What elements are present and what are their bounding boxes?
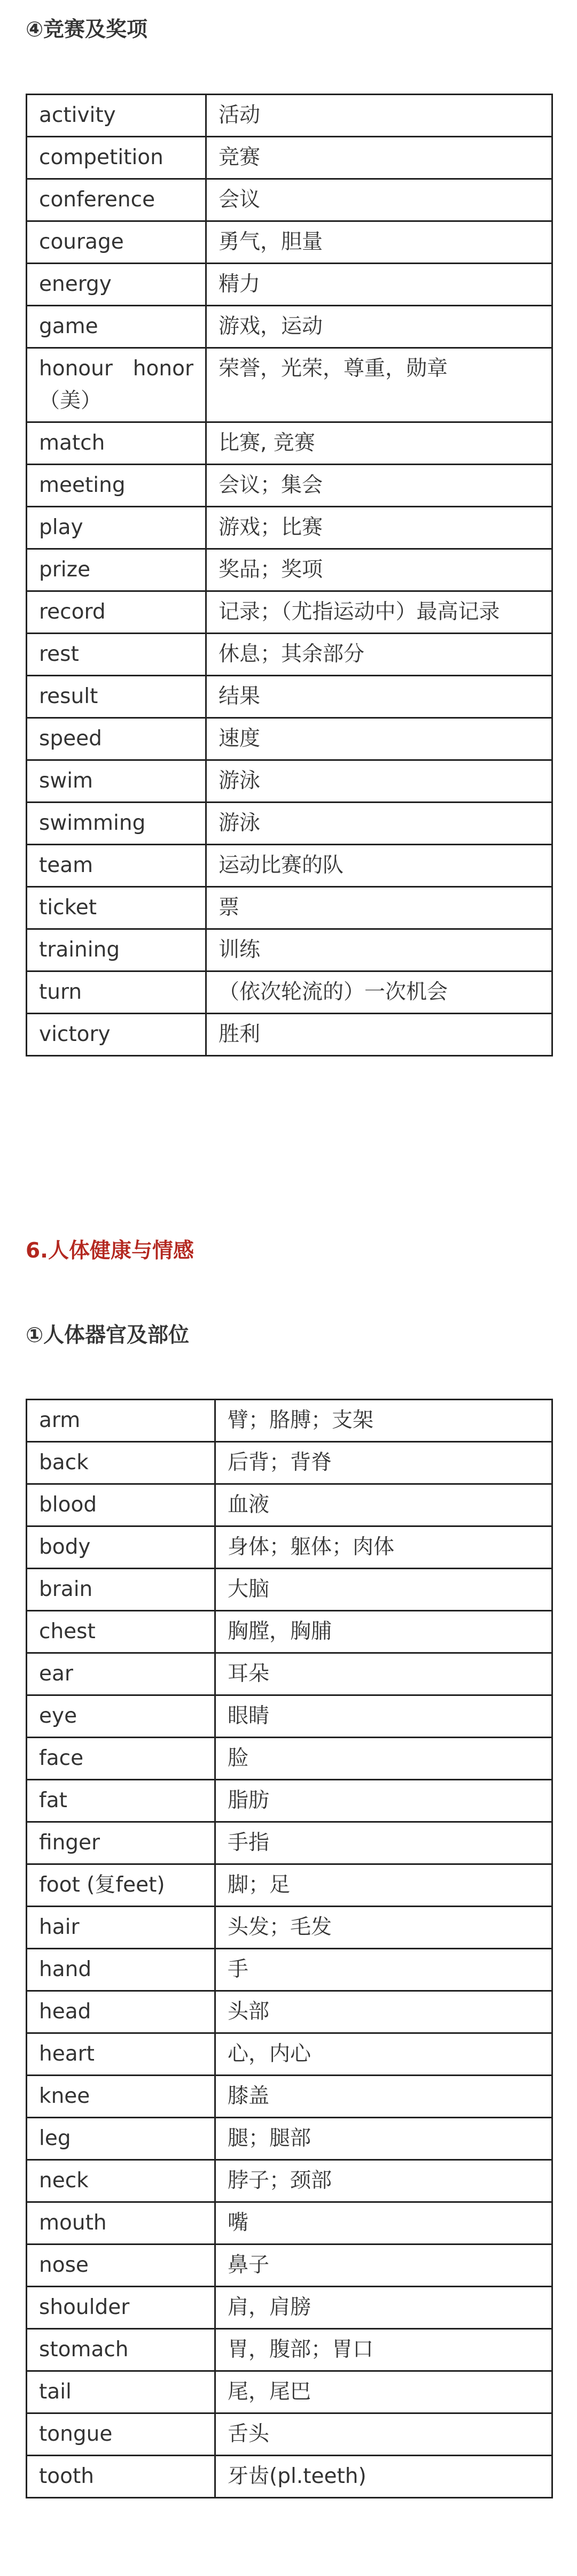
section-heading-competition: ④竞赛及奖项 xyxy=(26,18,148,42)
chinese-meaning-cell: 脸 xyxy=(215,1738,552,1780)
english-word-cell: competition xyxy=(27,137,206,179)
chinese-meaning-cell: 耳朵 xyxy=(215,1653,552,1695)
english-word-cell: play xyxy=(27,507,206,549)
english-word-cell: brain xyxy=(27,1569,215,1611)
section-heading-health: 6.人体健康与情感 xyxy=(26,1239,194,1263)
vocabulary-table-body-parts xyxy=(26,1399,553,2498)
table-row xyxy=(27,1526,552,1569)
chinese-meaning-cell: 会议；集会 xyxy=(206,465,552,507)
chinese-meaning-cell: 精力 xyxy=(206,264,552,306)
chinese-meaning-cell: 游泳 xyxy=(206,803,552,845)
table-row xyxy=(27,1864,552,1907)
table-row xyxy=(27,2160,552,2202)
chinese-meaning-cell: 膝盖 xyxy=(215,2076,552,2118)
table-row xyxy=(27,1695,552,1738)
english-word-cell: courage xyxy=(27,221,206,264)
table-row xyxy=(27,2118,552,2160)
chinese-meaning-cell: 运动比赛的队 xyxy=(206,845,552,887)
chinese-meaning-cell: 荣誉，光荣，尊重，勋章 xyxy=(206,348,552,422)
table-row xyxy=(27,2033,552,2076)
english-word-cell: meeting xyxy=(27,465,206,507)
english-word-cell: honour honor（美） xyxy=(27,348,206,422)
chinese-meaning-cell: 肩，肩膀 xyxy=(215,2287,552,2329)
table-row xyxy=(27,718,552,760)
english-word-cell: tongue xyxy=(27,2413,215,2456)
chinese-meaning-cell: 舌头 xyxy=(215,2413,552,2456)
english-word-cell: activity xyxy=(27,95,206,137)
table-row xyxy=(27,2456,552,2498)
english-word-cell: fat xyxy=(27,1780,215,1822)
table-row xyxy=(27,264,552,306)
chinese-meaning-cell: 记录；（尤指运动中）最高记录 xyxy=(206,591,552,634)
chinese-meaning-cell: 腿；腿部 xyxy=(215,2118,552,2160)
english-word-cell: prize xyxy=(27,549,206,591)
english-word-cell: tooth xyxy=(27,2456,215,2498)
english-word-cell: conference xyxy=(27,179,206,221)
table-row xyxy=(27,591,552,634)
english-word-cell: back xyxy=(27,1442,215,1484)
table-row xyxy=(27,845,552,887)
english-word-cell: nose xyxy=(27,2245,215,2287)
chinese-meaning-cell: 心，内心 xyxy=(215,2033,552,2076)
english-word-cell: chest xyxy=(27,1611,215,1653)
table-row xyxy=(27,2287,552,2329)
chinese-meaning-cell: 会议 xyxy=(206,179,552,221)
table-row xyxy=(27,1738,552,1780)
table-row xyxy=(27,2329,552,2371)
table-row xyxy=(27,1780,552,1822)
table-row xyxy=(27,2245,552,2287)
chinese-meaning-cell: 血液 xyxy=(215,1484,552,1526)
chinese-meaning-cell: 手 xyxy=(215,1949,552,1991)
chinese-meaning-cell: 鼻子 xyxy=(215,2245,552,2287)
english-word-cell: stomach xyxy=(27,2329,215,2371)
chinese-meaning-cell: 头发；毛发 xyxy=(215,1907,552,1949)
table-row xyxy=(27,887,552,929)
english-word-cell: team xyxy=(27,845,206,887)
chinese-meaning-cell: 游戏，运动 xyxy=(206,306,552,348)
english-word-cell: swimming xyxy=(27,803,206,845)
table-row xyxy=(27,2413,552,2456)
english-word-cell: shoulder xyxy=(27,2287,215,2329)
english-word-cell: record xyxy=(27,591,206,634)
english-word-cell: body xyxy=(27,1526,215,1569)
table-row xyxy=(27,676,552,718)
chinese-meaning-cell: 嘴 xyxy=(215,2202,552,2245)
table-row xyxy=(27,306,552,348)
english-word-cell: heart xyxy=(27,2033,215,2076)
table-row xyxy=(27,760,552,803)
table-row xyxy=(27,422,552,465)
chinese-meaning-cell: 脂肪 xyxy=(215,1780,552,1822)
english-word-cell: swim xyxy=(27,760,206,803)
chinese-meaning-cell: 脚；足 xyxy=(215,1864,552,1907)
section-heading-body-parts: ①人体器官及部位 xyxy=(26,1323,190,1347)
english-word-cell: finger xyxy=(27,1822,215,1864)
english-word-cell: blood xyxy=(27,1484,215,1526)
chinese-meaning-cell: 手指 xyxy=(215,1822,552,1864)
table-row xyxy=(27,1014,552,1056)
chinese-meaning-cell: 休息；其余部分 xyxy=(206,634,552,676)
chinese-meaning-cell: 比赛, 竞赛 xyxy=(206,422,552,465)
chinese-meaning-cell: 竞赛 xyxy=(206,137,552,179)
table-row xyxy=(27,1442,552,1484)
english-word-cell: victory xyxy=(27,1014,206,1056)
chinese-meaning-cell: （依次轮流的）一次机会 xyxy=(206,971,552,1014)
table-row xyxy=(27,1484,552,1526)
table-row xyxy=(27,221,552,264)
table-row xyxy=(27,549,552,591)
chinese-meaning-cell: 胜利 xyxy=(206,1014,552,1056)
english-word-cell: hair xyxy=(27,1907,215,1949)
chinese-meaning-cell: 牙齿(pl.teeth) xyxy=(215,2456,552,2498)
english-word-cell: hand xyxy=(27,1949,215,1991)
chinese-meaning-cell: 胃，腹部；胃口 xyxy=(215,2329,552,2371)
table-row xyxy=(27,465,552,507)
english-word-cell: face xyxy=(27,1738,215,1780)
chinese-meaning-cell: 票 xyxy=(206,887,552,929)
table-row xyxy=(27,1822,552,1864)
english-word-cell: arm xyxy=(27,1400,215,1442)
table-row xyxy=(27,95,552,137)
english-word-cell: foot (复feet) xyxy=(27,1864,215,1907)
english-word-cell: knee xyxy=(27,2076,215,2118)
table-row xyxy=(27,137,552,179)
table-row xyxy=(27,803,552,845)
chinese-meaning-cell: 后背；背脊 xyxy=(215,1442,552,1484)
chinese-meaning-cell: 头部 xyxy=(215,1991,552,2033)
table-row xyxy=(27,1949,552,1991)
table-row xyxy=(27,1991,552,2033)
english-word-cell: game xyxy=(27,306,206,348)
chinese-meaning-cell: 胸膛，胸脯 xyxy=(215,1611,552,1653)
vocabulary-table-competition xyxy=(26,94,553,1056)
english-word-cell: ticket xyxy=(27,887,206,929)
chinese-meaning-cell: 臂；胳膊；支架 xyxy=(215,1400,552,1442)
english-word-cell: leg xyxy=(27,2118,215,2160)
table-row xyxy=(27,1653,552,1695)
chinese-meaning-cell: 大脑 xyxy=(215,1569,552,1611)
table-row xyxy=(27,634,552,676)
chinese-meaning-cell: 训练 xyxy=(206,929,552,971)
table-row xyxy=(27,971,552,1014)
english-word-cell: rest xyxy=(27,634,206,676)
table-row xyxy=(27,1569,552,1611)
table-row xyxy=(27,1907,552,1949)
english-word-cell: speed xyxy=(27,718,206,760)
chinese-meaning-cell: 结果 xyxy=(206,676,552,718)
english-word-cell: neck xyxy=(27,2160,215,2202)
table-row xyxy=(27,348,552,422)
table-row xyxy=(27,1611,552,1653)
english-word-cell: head xyxy=(27,1991,215,2033)
table-row xyxy=(27,929,552,971)
chinese-meaning-cell: 勇气，胆量 xyxy=(206,221,552,264)
english-word-cell: match xyxy=(27,422,206,465)
english-word-cell: mouth xyxy=(27,2202,215,2245)
chinese-meaning-cell: 游戏；比赛 xyxy=(206,507,552,549)
english-word-cell: tail xyxy=(27,2371,215,2413)
table-row xyxy=(27,2076,552,2118)
chinese-meaning-cell: 尾，尾巴 xyxy=(215,2371,552,2413)
table-row xyxy=(27,2202,552,2245)
english-word-cell: energy xyxy=(27,264,206,306)
english-word-cell: eye xyxy=(27,1695,215,1738)
chinese-meaning-cell: 眼睛 xyxy=(215,1695,552,1738)
table-row xyxy=(27,2371,552,2413)
chinese-meaning-cell: 身体；躯体；肉体 xyxy=(215,1526,552,1569)
english-word-cell: ear xyxy=(27,1653,215,1695)
table-row xyxy=(27,1400,552,1442)
chinese-meaning-cell: 脖子；颈部 xyxy=(215,2160,552,2202)
english-word-cell: result xyxy=(27,676,206,718)
table-row xyxy=(27,507,552,549)
chinese-meaning-cell: 活动 xyxy=(206,95,552,137)
english-word-cell: training xyxy=(27,929,206,971)
chinese-meaning-cell: 速度 xyxy=(206,718,552,760)
chinese-meaning-cell: 奖品；奖项 xyxy=(206,549,552,591)
english-word-cell: turn xyxy=(27,971,206,1014)
table-row xyxy=(27,179,552,221)
chinese-meaning-cell: 游泳 xyxy=(206,760,552,803)
